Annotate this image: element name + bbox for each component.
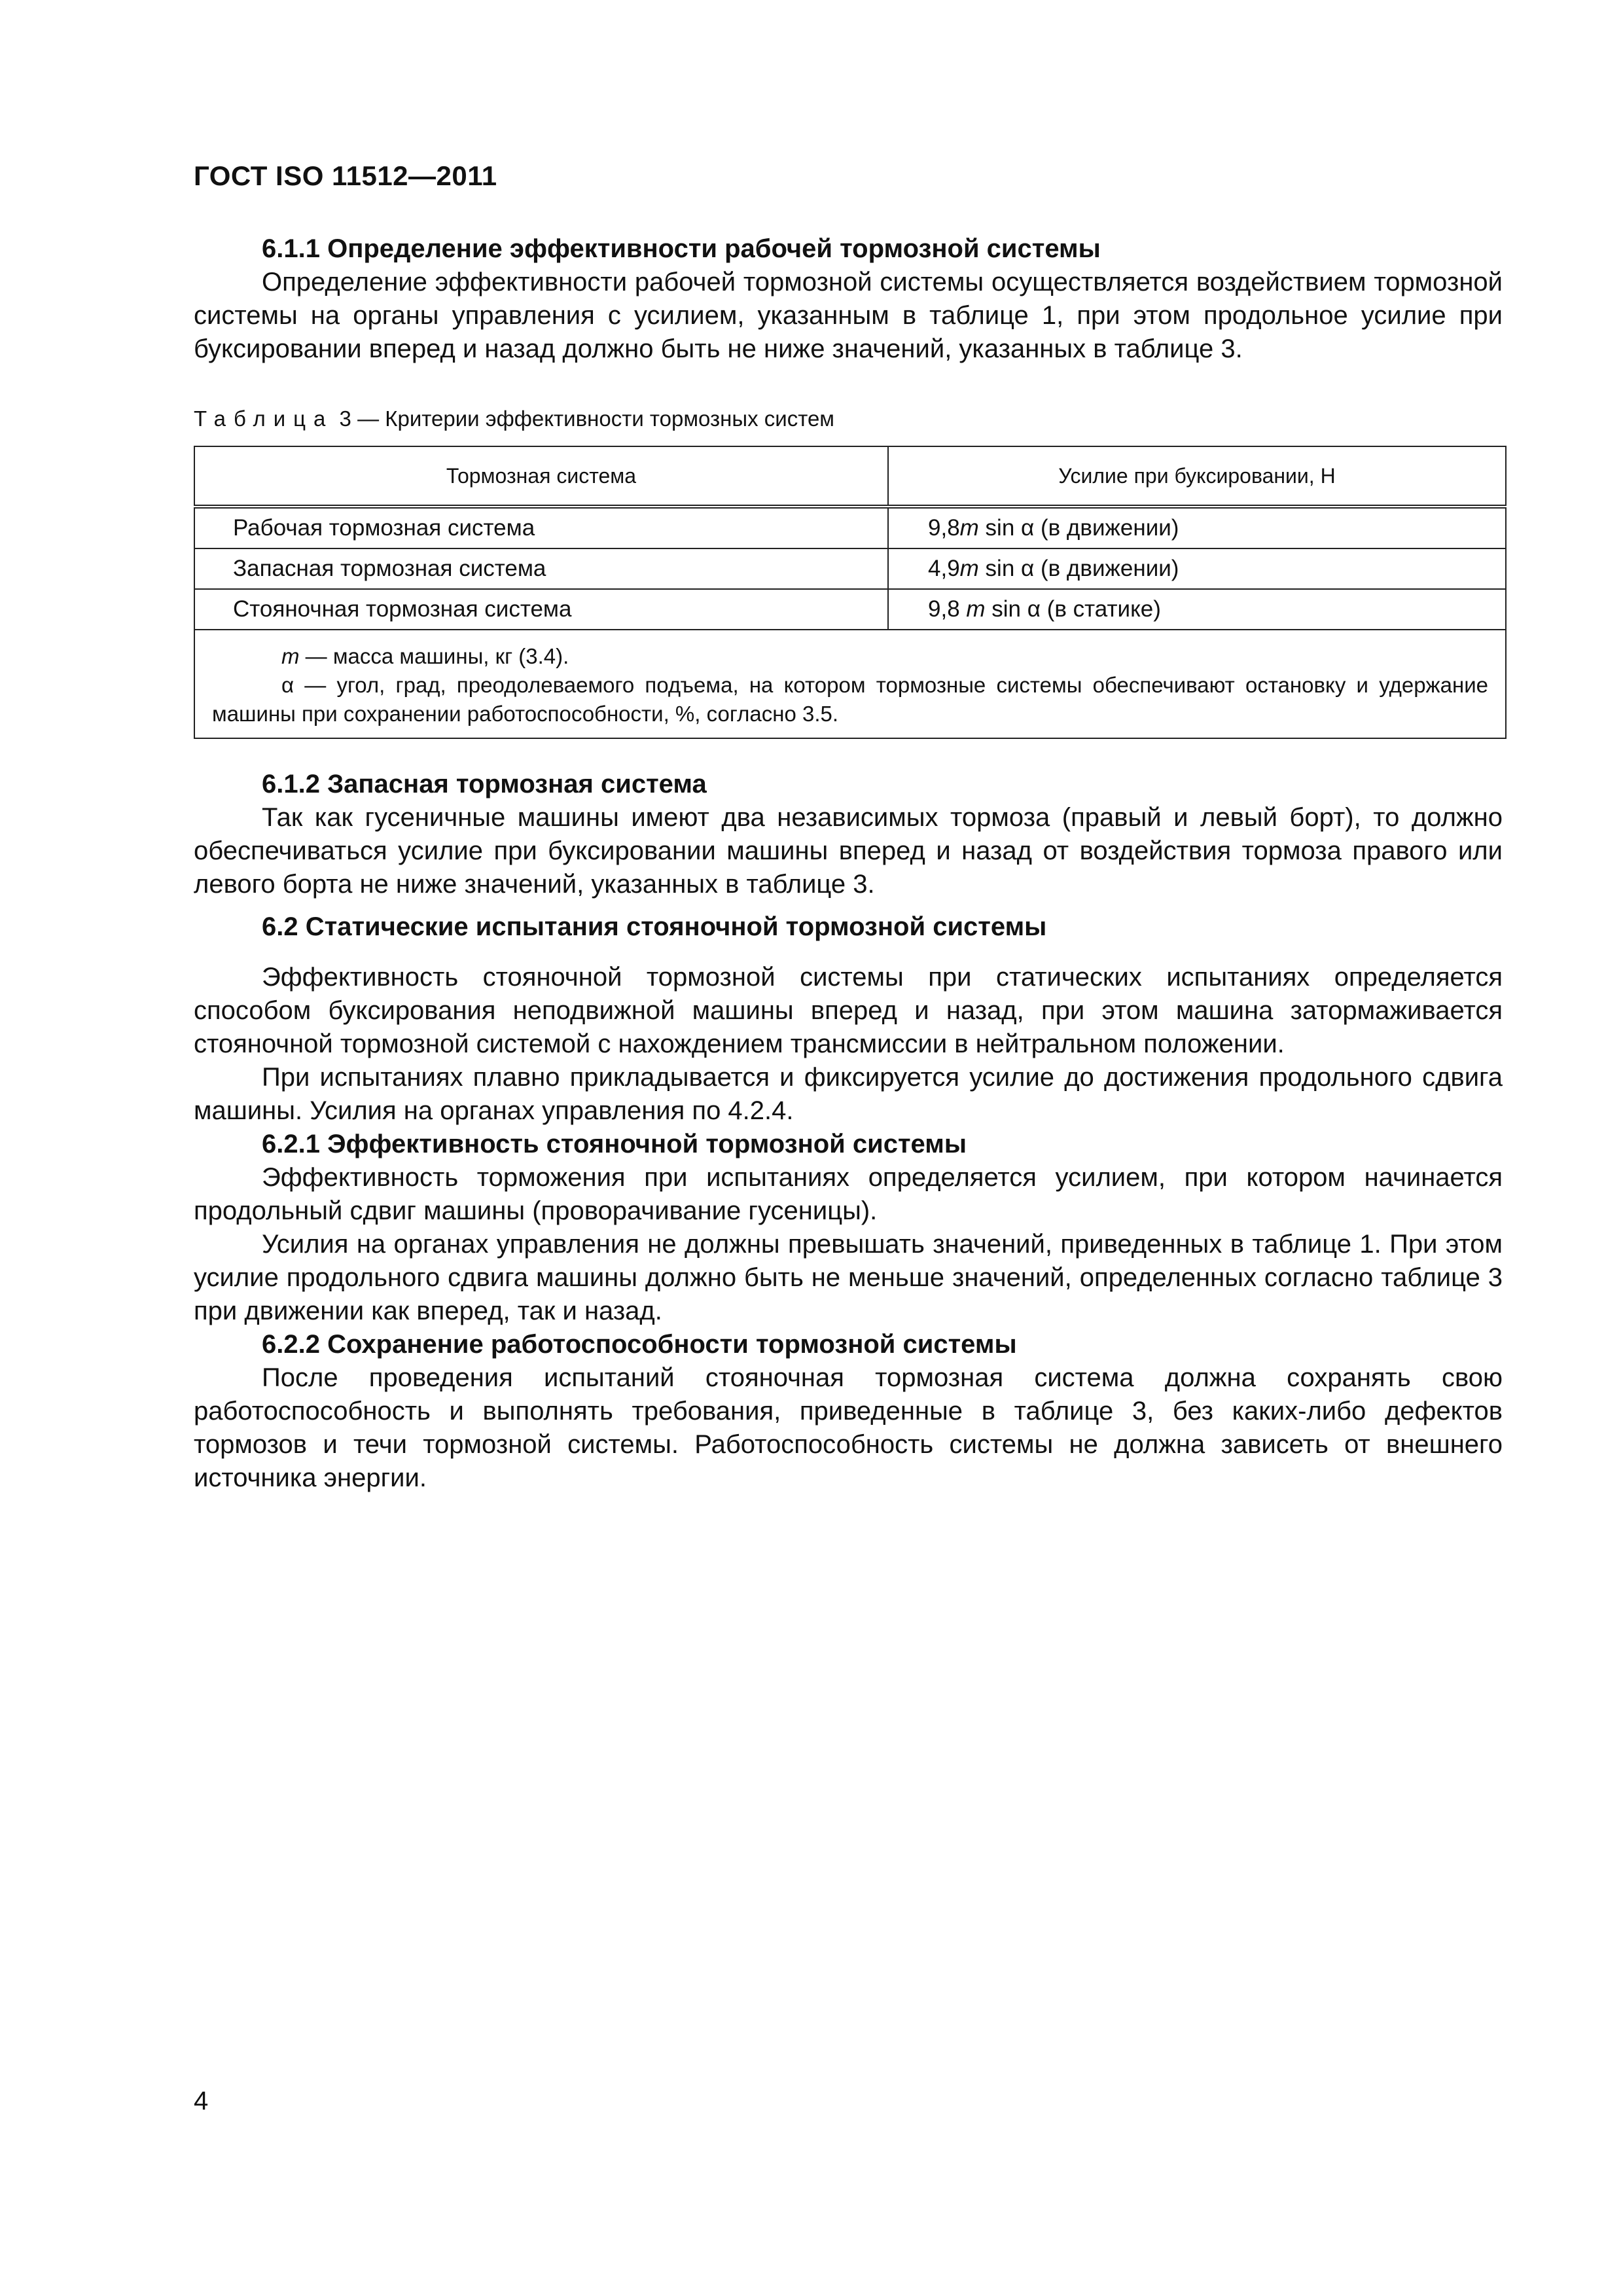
force-formula-tail: sin α (в статике) — [985, 596, 1161, 622]
force-coef: 4,9 — [928, 556, 960, 581]
section-6-2-2-heading: 6.2.2 Сохранение работоспособности тормозной системы — [262, 1330, 1017, 1359]
section-6-2-heading: 6.2 Статические испытания стояночной тормозной системы — [262, 912, 1047, 941]
section-6-2-1-heading: 6.2.1 Эффективность стояночной тормозной системы — [262, 1130, 967, 1158]
force-coef: 9,8 — [928, 515, 960, 541]
column-header-force: Усилие при буксировании, Н — [888, 446, 1506, 507]
column-header-system: Тормозная система — [194, 446, 888, 507]
table-header-row — [194, 446, 1506, 507]
section-6-1-2-text: Так как гусеничные машины имеют два независимых тормоза (правый и левый борт), то должно обеспечиваться усилие при буксировании машины вперед и назад от воздействия тормоза правого или левого борта не ниже значений, указанных в таблице 3. — [194, 803, 1503, 899]
note-mass-text: — масса машины, кг (3.4). — [299, 644, 569, 668]
note-mass-symbol: m — [281, 644, 300, 668]
force-cell — [888, 589, 1506, 630]
table-notes — [194, 630, 1506, 738]
force-coef: 9,8 — [928, 596, 967, 622]
force-cell — [888, 548, 1506, 589]
force-cell — [888, 507, 1506, 548]
brake-criteria-table — [194, 446, 1507, 739]
section-6-2-text-1: Эффективность стояночной тормозной системы при статических испытаниях определяется способом буксирования неподвижной машины вперед и назад, при этом машина затормаживается стояночной тормозной системой с нахождением трансмиссии в нейтральном положении. — [194, 963, 1503, 1058]
section-6-2-2-text: После проведения испытаний стояночная тормозная система должна сохранять свою работоспособность и выполнять требования, приведенные в таблице 3, без каких-либо дефектов тормозов и течи тормозной системы. Работоспособность системы не должна зависеть от внешнего источника энергии. — [194, 1363, 1503, 1492]
page-number: 4 — [194, 2087, 209, 2115]
document-code: ГОСТ ISO 11512—2011 — [194, 160, 497, 191]
note-alpha: α — угол, град, преодолеваемого подъема, на котором тормозные системы обеспечивают остановку и удержание машины при сохранении работоспособности, %, согласно 3.5. — [212, 673, 1488, 726]
mass-symbol: m — [959, 515, 979, 541]
force-formula-tail: sin α (в движении) — [978, 515, 1179, 541]
mass-symbol: m — [966, 596, 986, 622]
table-notes-row — [194, 630, 1506, 738]
table-caption-title: 3 — Критерии эффективности тормозных систем — [333, 406, 834, 431]
system-cell: Стояночная тормозная система — [194, 589, 888, 630]
section-6-1-2-heading: 6.1.2 Запасная тормозная система — [262, 770, 707, 798]
mass-symbol: m — [959, 556, 979, 581]
section-6-1-1-text: Определение эффективности рабочей тормозной системы осуществляется воздействием тормозной системы на органы управления с усилием, указанным в таблице 1, при этом продольное усилие при буксировании вперед и назад должно быть не ниже значений, указанных в таблице 3. — [194, 268, 1503, 363]
table-row — [194, 507, 1506, 548]
note-mass — [212, 642, 1488, 671]
section-6-2-text-2: При испытаниях плавно прикладывается и фиксируется усилие до достижения продольного сдвига машины. Усилия на органах управления по 4.2.4. — [194, 1063, 1503, 1125]
system-cell: Запасная тормозная система — [194, 548, 888, 589]
section-6-2-1-text-1: Эффективность торможения при испытаниях определяется усилием, при котором начинается продольный сдвиг машины (проворачивание гусеницы). — [194, 1163, 1503, 1225]
section-6-2-1-text-2: Усилия на органах управления не должны превышать значений, приведенных в таблице 1. При этом усилие продольного сдвига машины должно быть не меньше значений, определенных согласно таблице 3 при движении как вперед, так и назад. — [194, 1230, 1503, 1325]
table-caption — [194, 406, 1503, 431]
section-6-1-1-heading: 6.1.1 Определение эффективности рабочей тормозной системы — [262, 234, 1101, 263]
table-row — [194, 548, 1506, 589]
page-content — [194, 232, 1503, 1495]
table-row — [194, 589, 1506, 630]
system-cell: Рабочая тормозная система — [194, 507, 888, 548]
table-caption-label: Таблица — [194, 406, 334, 431]
force-formula-tail: sin α (в движении) — [978, 556, 1179, 581]
